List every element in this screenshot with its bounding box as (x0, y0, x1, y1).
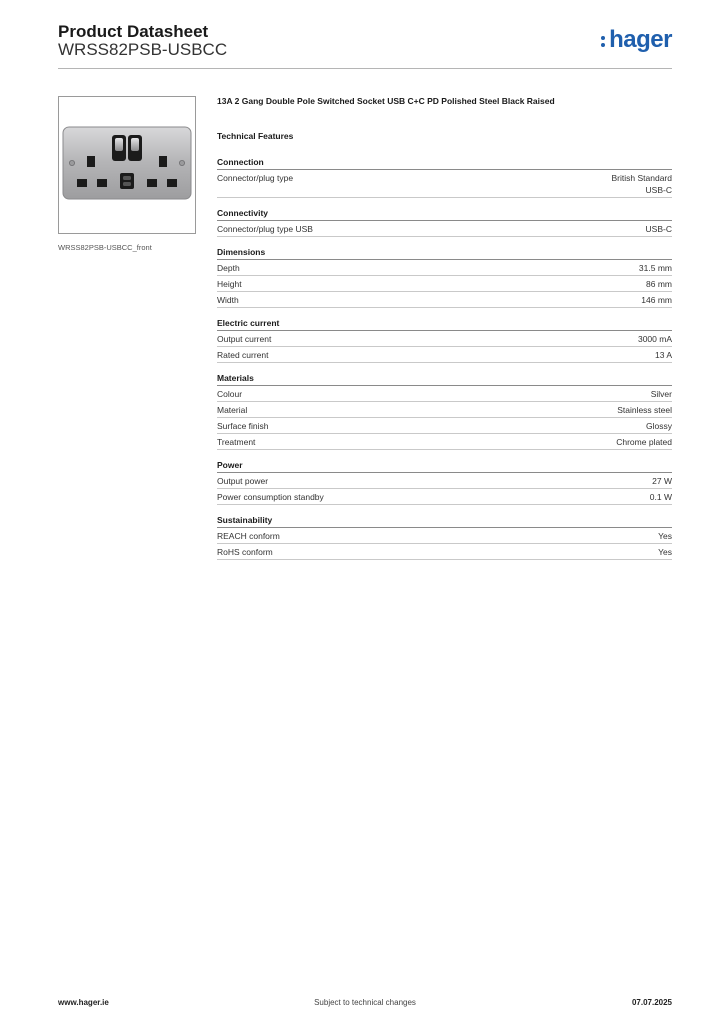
spec-label: Connector/plug type (217, 172, 294, 183)
spec-label: Rated current (217, 349, 269, 360)
spec-label: Connector/plug type USB (217, 223, 313, 234)
section-heading: Electric current (217, 318, 672, 331)
product-title: 13A 2 Gang Double Pole Switched Socket USB C+C PD Polished Steel Black Raised (217, 96, 555, 106)
section-heading: Connection (217, 157, 672, 170)
section-heading: Dimensions (217, 247, 672, 260)
feature-section (217, 460, 672, 505)
spec-row (217, 402, 672, 418)
product-image-frame (58, 96, 196, 234)
spec-value: Yes (658, 546, 672, 557)
feature-sections (217, 157, 672, 560)
spec-row (217, 386, 672, 402)
spec-row (217, 489, 672, 505)
section-heading: Materials (217, 373, 672, 386)
spec-row (217, 221, 672, 237)
datasheet-content (217, 96, 672, 570)
spec-value: 31.5 mm (638, 262, 672, 273)
spec-value: 13 A (654, 349, 672, 360)
spec-value: British Standard USB-C (611, 172, 672, 195)
page-title: Product Datasheet (58, 22, 209, 41)
spec-value: USB-C (645, 223, 672, 234)
spec-row (217, 276, 672, 292)
spec-row (217, 347, 672, 363)
spec-row (217, 544, 672, 560)
logo-dots-icon (601, 34, 606, 48)
spec-row (217, 331, 672, 347)
spec-value: 146 mm (641, 294, 672, 305)
spec-label: Depth (217, 262, 240, 273)
spec-value: 27 W (652, 475, 672, 486)
spec-row (217, 170, 672, 198)
spec-label: Output current (217, 333, 272, 344)
spec-label: REACH conform (217, 530, 280, 541)
header-divider (58, 68, 672, 69)
spec-value: 86 mm (646, 278, 672, 289)
spec-label: RoHS conform (217, 546, 273, 557)
spec-row (217, 528, 672, 544)
spec-value: Yes (658, 530, 672, 541)
spec-row (217, 418, 672, 434)
footer-website-link[interactable]: www.hager.ie (58, 998, 109, 1007)
spec-value: Silver (650, 388, 672, 399)
double-switched-socket-image (59, 97, 195, 233)
spec-value: Glossy (646, 420, 672, 431)
product-reference: WRSS82PSB-USBCC (58, 40, 228, 59)
spec-value: Chrome plated (616, 436, 672, 447)
hager-logo (601, 26, 672, 54)
footer-date: 07.07.2025 (631, 998, 672, 1007)
spec-label: Material (217, 404, 248, 415)
spec-label: Treatment (217, 436, 256, 447)
image-caption: WRSS82PSB-USBCC_front (58, 243, 152, 252)
spec-row (217, 292, 672, 308)
feature-section (217, 247, 672, 308)
footer-notice: Subject to technical changes (314, 998, 416, 1007)
spec-label: Surface finish (217, 420, 269, 431)
feature-section (217, 318, 672, 363)
spec-row (217, 260, 672, 276)
section-heading: Sustainability (217, 515, 672, 528)
spec-row (217, 434, 672, 450)
spec-value: 0.1 W (649, 491, 672, 502)
spec-label: Output power (217, 475, 269, 486)
section-heading: Connectivity (217, 208, 672, 221)
spec-row (217, 473, 672, 489)
section-heading: Power (217, 460, 672, 473)
spec-label: Height (217, 278, 242, 289)
feature-section (217, 157, 672, 198)
spec-value: Stainless steel (617, 404, 672, 415)
feature-section (217, 373, 672, 450)
spec-label: Colour (217, 388, 243, 399)
spec-value: 3000 mA (637, 333, 672, 344)
spec-label: Width (217, 294, 239, 305)
spec-label: Power consumption standby (217, 491, 324, 502)
feature-section (217, 208, 672, 237)
feature-section (217, 515, 672, 560)
logo-text: hager (609, 26, 672, 53)
technical-features-heading: Technical Features (217, 131, 294, 141)
